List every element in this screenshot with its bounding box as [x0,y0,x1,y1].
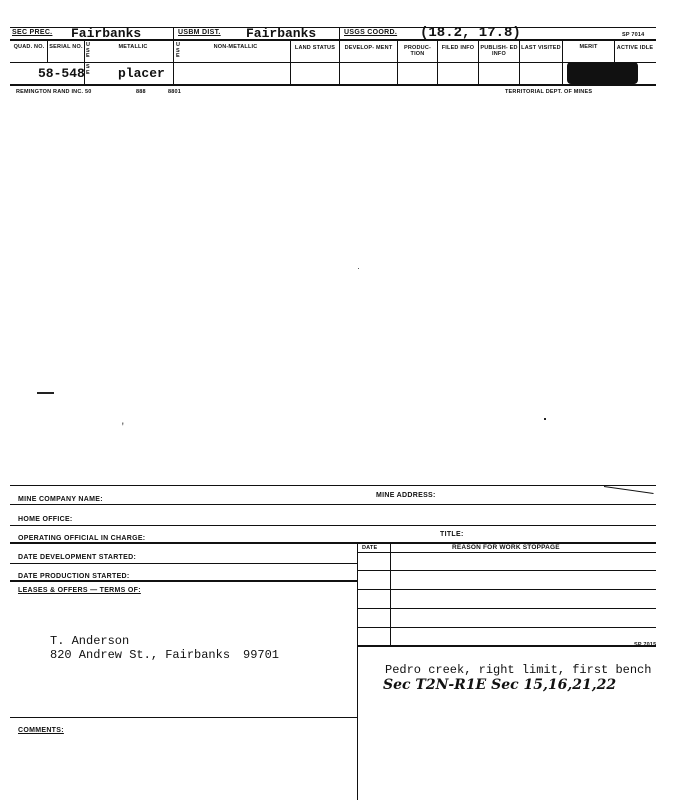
col-metallic: METALLIC [118,44,148,50]
date-production-label: DATE PRODUCTION STARTED: [18,573,130,580]
usbm-dist-label: USBM DIST. [178,29,221,36]
owner-address: 820 Andrew St., Fairbanks [50,648,231,662]
col-non-metallic: NON-METALLIC [213,44,258,50]
usgs-coord-value: (18.2, 17.8) [420,25,521,41]
col-published-info: PUBLISH- ED INFO [480,45,518,57]
col-merit: MERIT [579,44,598,50]
home-office-label: HOME OFFICE: [18,516,73,523]
scan-mark [37,392,54,394]
location-handwritten: Sec T2N-R1E Sec 15,16,21,22 [383,677,617,693]
leases-label: LEASES & OFFERS — TERMS OF: [18,587,141,594]
scan-mark [358,268,359,269]
printer-code-a: 888 [136,89,146,95]
col-production: PRODUC- TION [403,45,432,57]
col-use-2: U S E [176,42,181,59]
reason-header: REASON FOR WORK STOPPAGE [452,544,560,551]
department-label: TERRITORIAL DEPT. OF MINES [505,89,593,95]
sec-prec-label: SEC PREC. [12,29,53,36]
record-metallic: placer [118,66,165,81]
usbm-dist-value: Fairbanks [246,26,317,41]
date-development-label: DATE DEVELOPMENT STARTED: [18,554,137,561]
printer-code-b: 8801 [168,89,182,95]
printer-label: REMINGTON RAND INC. 50 [16,89,92,95]
record-quad-serial: 58-548 [38,66,85,81]
scan-mark: ꞌ [122,421,124,431]
date-header: DATE [362,545,378,551]
col-use-1: U S E [86,42,91,59]
mine-company-name-label: MINE COMPANY NAME: [18,496,103,503]
form-code-2: SP 7015 [634,642,657,648]
form-code: SP 7014 [622,32,645,38]
col-last-visited: LAST VISITED [521,45,561,51]
usgs-coord-label: USGS COORD. [344,29,398,36]
owner-zip: 99701 [243,648,280,662]
col-land-status: LAND STATUS [294,45,336,51]
owner-name: T. Anderson [50,634,130,648]
mine-address-label: MINE ADDRESS: [376,492,436,499]
title-label: TITLE: [440,531,464,538]
col-development: DEVELOP- MENT [344,45,393,51]
operating-official-label: OPERATING OFFICIAL IN CHARGE: [18,535,146,542]
merit-redaction [567,62,638,84]
comments-label: COMMENTS: [18,727,64,734]
col-active-idle: ACTIVE IDLE [616,45,654,51]
col-filed-info: FILED INFO [441,45,475,51]
scan-mark [604,486,654,494]
row-use-marks: S E [86,64,90,76]
col-quad-no: QUAD. NO. [13,44,45,50]
location-typed: Pedro creek, right limit, first bench [385,663,652,677]
sec-prec-value: Fairbanks [71,26,142,41]
col-serial-no: SERIAL NO. [49,44,83,50]
scan-mark [544,418,546,420]
